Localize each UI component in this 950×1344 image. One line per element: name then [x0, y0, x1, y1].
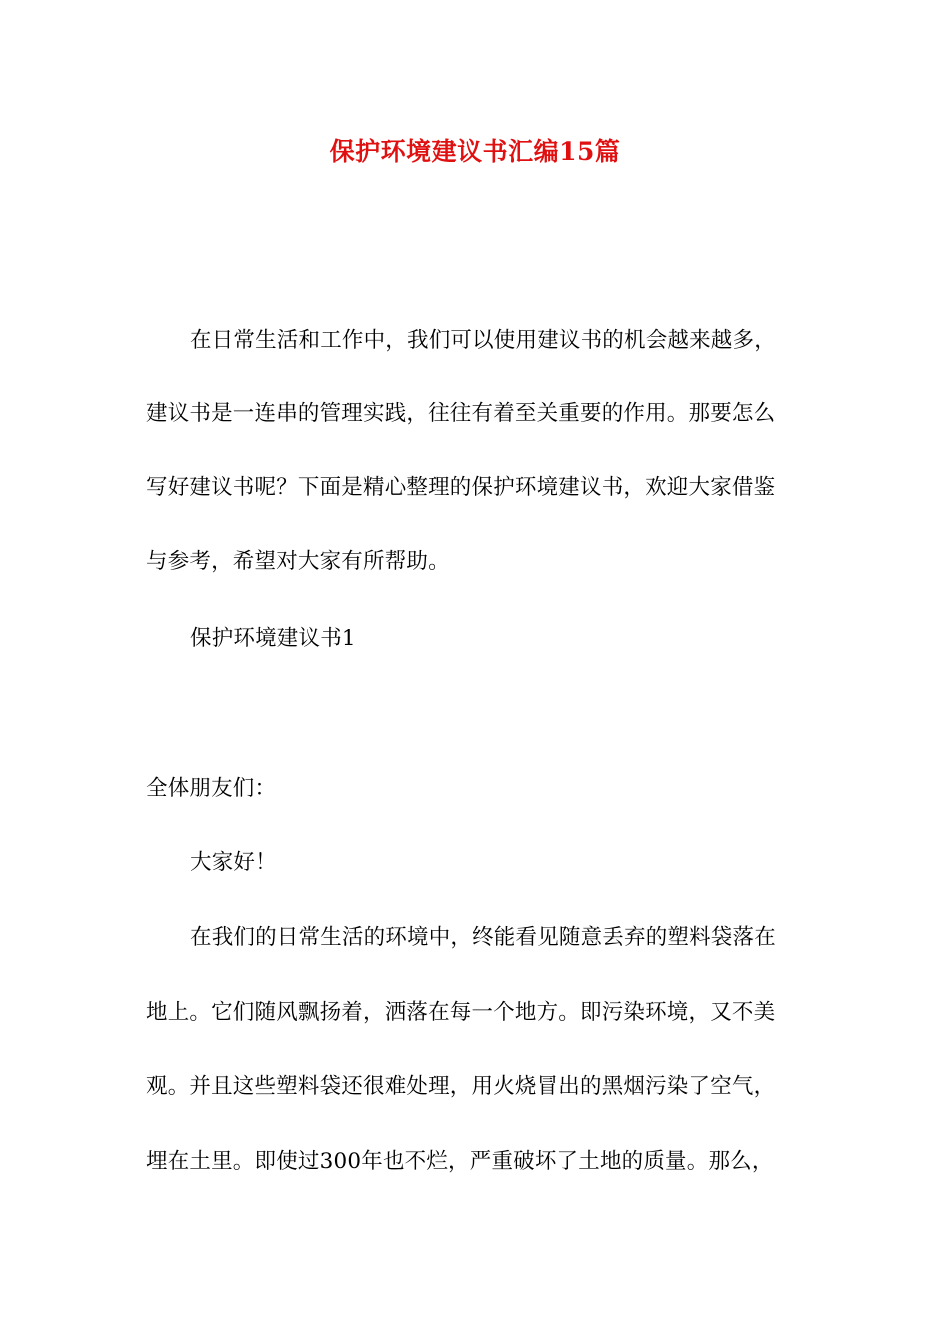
- paragraph-line: 在我们的日常生活的环境中，终能看见随意丢弃的塑料袋落在: [190, 925, 776, 950]
- paragraph-line: 地上。它们随风飘扬着，洒落在每一个地方。即污染环境，又不美: [146, 1000, 776, 1025]
- document-title: 保护环境建议书汇编15篇: [329, 137, 621, 166]
- greeting: 大家好！: [190, 850, 277, 875]
- salutation: 全体朋友们：: [146, 776, 277, 801]
- paragraph-line: 建议书是一连串的管理实践，往往有着至关重要的作用。那要怎么: [146, 401, 776, 426]
- paragraph-line: 写好建议书呢？下面是精心整理的保护环境建议书，欢迎大家借鉴: [146, 475, 776, 500]
- paragraph-line: 在日常生活和工作中，我们可以使用建议书的机会越来越多，: [190, 328, 776, 353]
- paragraph-line: 与参考，希望对大家有所帮助。: [146, 549, 450, 574]
- paragraph-line: 观。并且这些塑料袋还很难处理，用火烧冒出的黑烟污染了空气，: [146, 1074, 776, 1099]
- paragraph-line: 埋在土里。即使过300年也不烂，严重破坏了土地的质量。那么，: [146, 1149, 774, 1174]
- section-heading: 保护环境建议书1: [190, 626, 356, 651]
